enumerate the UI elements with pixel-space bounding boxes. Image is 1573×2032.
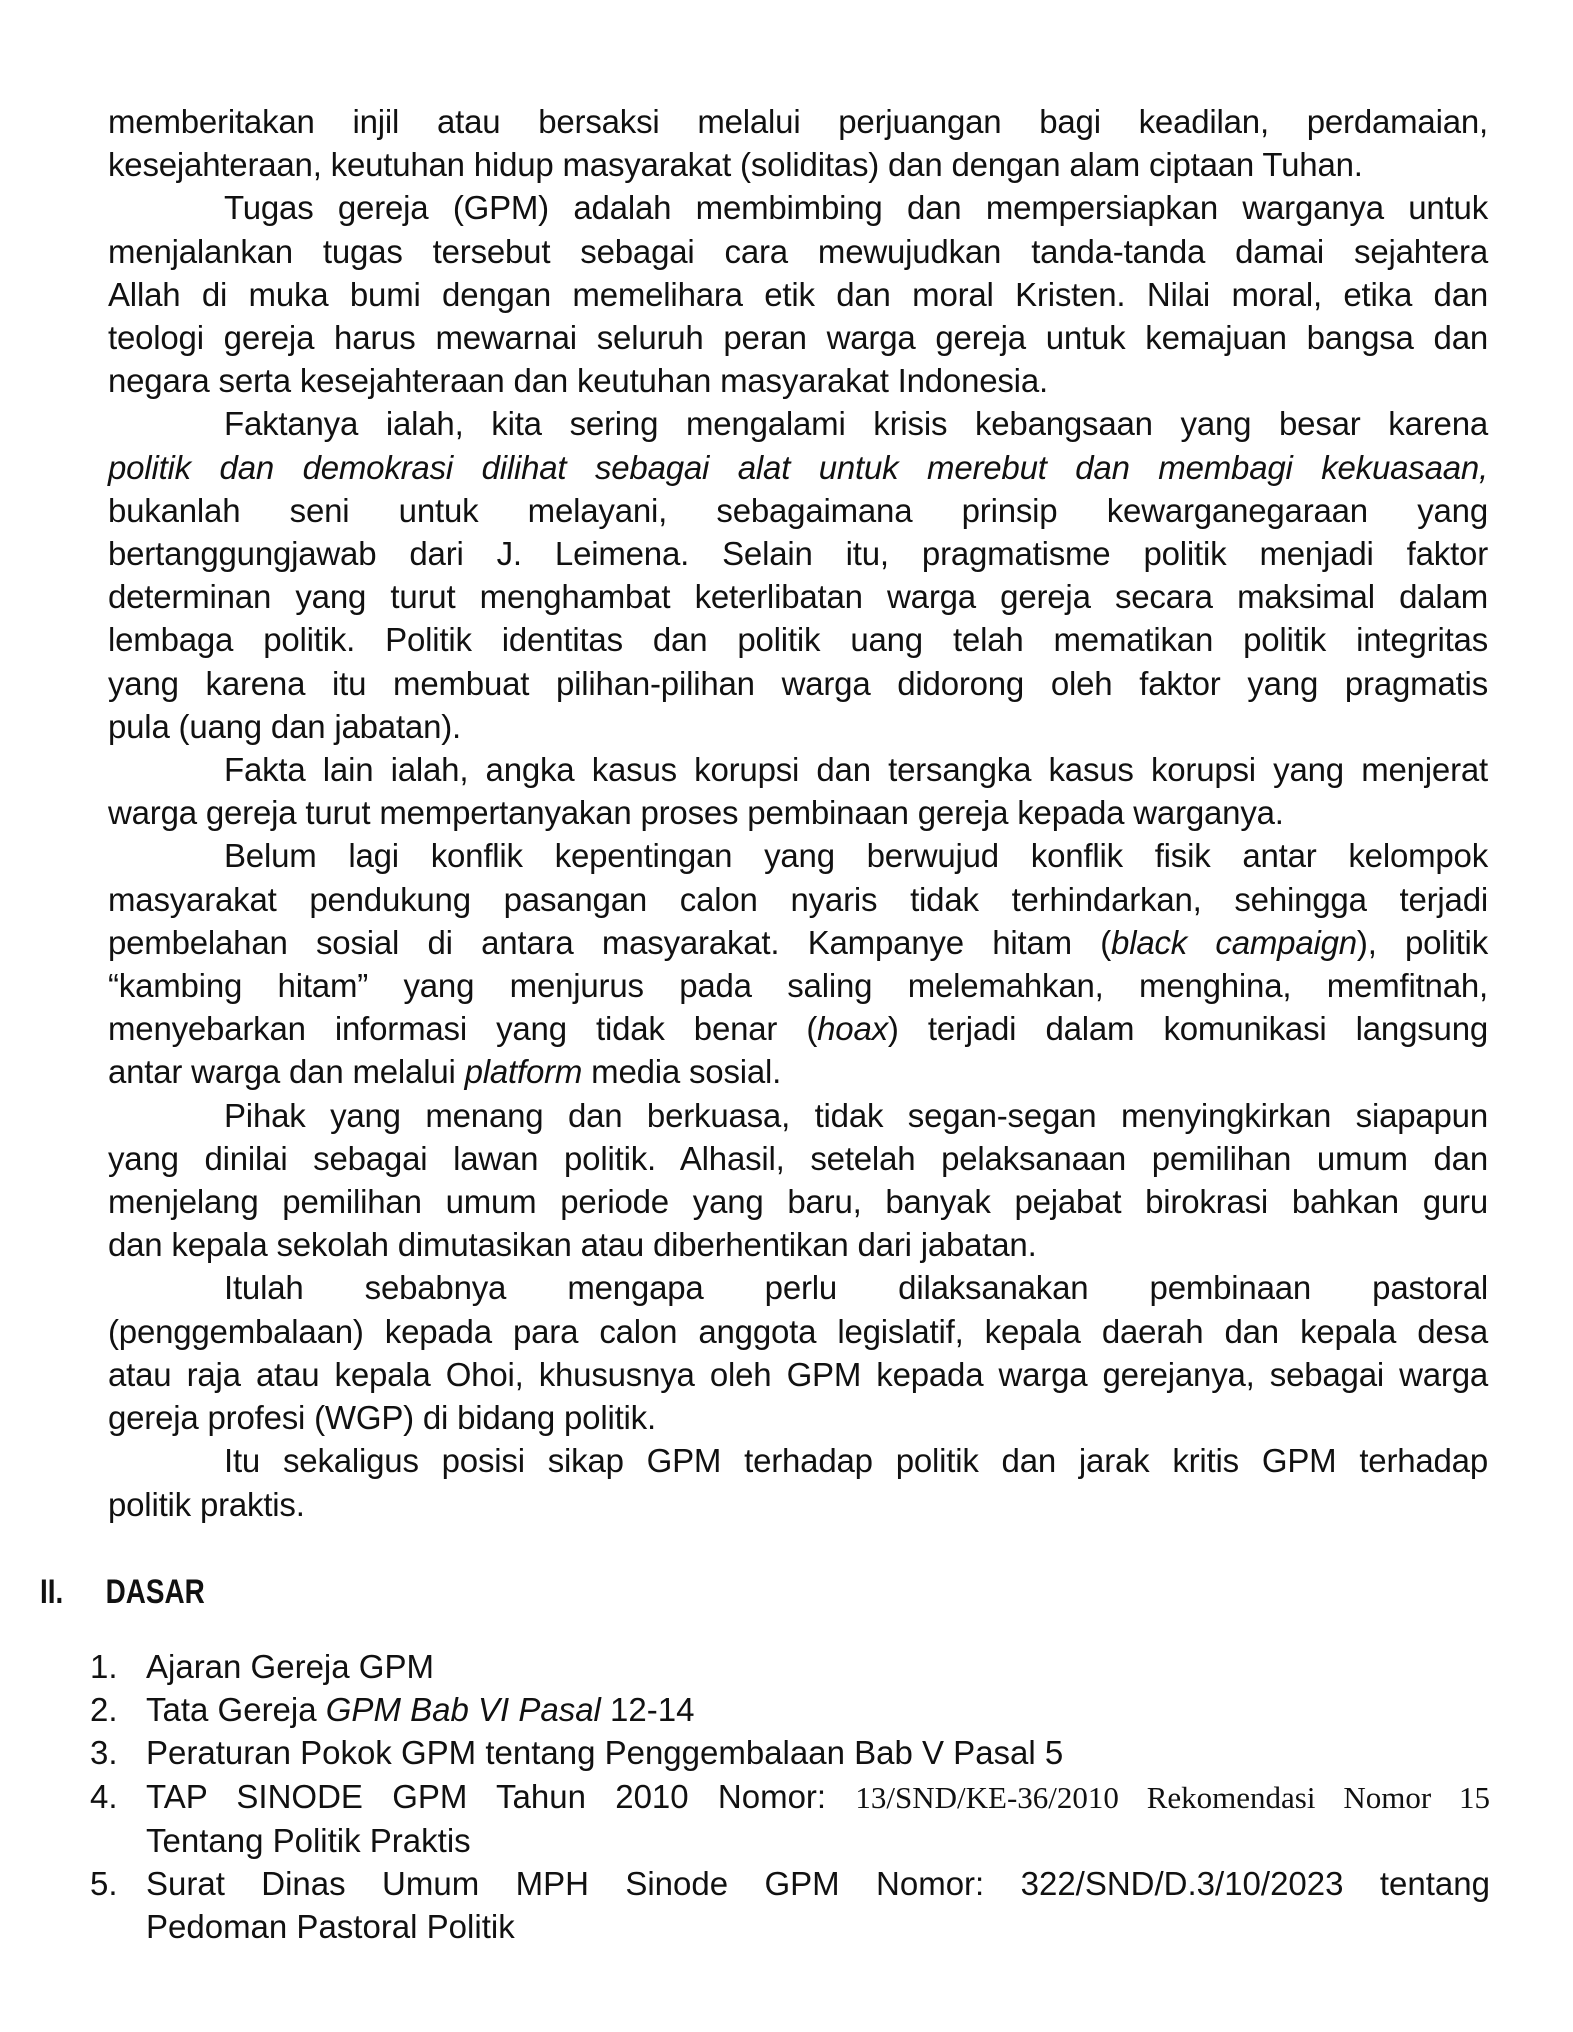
text-part: antar warga dan melalui [108,1053,465,1091]
list-number: 4. [90,1777,118,1815]
text-line: Belum lagi konflik kepentingan yang berwujud konflik fisik antar kelompok [224,837,1488,875]
list-item [90,1645,1490,1688]
text-line: masyarakat pendukung pasangan calon nyaris tidak terhindarkan, sehingga terjadi [108,880,1488,918]
list-text: Pedoman Pastoral Politik [146,1908,515,1946]
italic-term: hoax [817,1010,888,1048]
list-number: 1. [90,1648,118,1685]
text-line: menjalankan tugas tersebut sebagai cara mewujudkan tanda-tanda damai sejahtera [108,232,1488,270]
text-line: menjelang pemilihan umum periode yang baru, banyak pejabat birokrasi bahkan guru [108,1183,1488,1221]
list-text: Tentang Politik Praktis [146,1821,471,1859]
text-line: pula (uang dan jabatan). [108,707,461,745]
list-text-serif: 13/SND/KE-36/2010 Rekomendasi Nomor 15 [855,1779,1490,1815]
list-text-part: 12-14 [600,1691,695,1729]
text-part: pembelahan sosial di antara masyarakat. Kampanye hitam ( [108,923,1112,961]
list-text: Peraturan Pokok GPM tentang Penggembalaan Bab V Pasal 5 [146,1734,1064,1772]
paragraph [108,1094,1488,1267]
text-part: ) terjadi dalam komunikasi langsung [887,1010,1488,1048]
text-line: warga gereja turut mempertanyakan proses pembinaan gereja kepada warganya. [108,794,1284,832]
list-text: Ajaran Gereja GPM [146,1648,434,1685]
list-item [90,1731,1490,1774]
list-text-part: TAP SINODE GPM Tahun 2010 Nomor: [146,1777,856,1815]
list-number: 5. [90,1865,118,1903]
list-item [90,1862,1490,1948]
text-line: bukanlah seni untuk melayani, sebagaimana prinsip kewarganegaraan yang [108,491,1488,529]
text-line: Faktanya ialah, kita sering mengalami krisis kebangsaan yang besar karena [224,405,1488,443]
text-line: negara serta kesejahteraan dan keutuhan masyarakat Indonesia. [108,362,1048,400]
section-heading [40,1573,205,1612]
text-line: lembaga politik. Politik identitas dan politik uang telah mematikan politik integritas [108,621,1488,659]
text-line [108,1050,1488,1093]
italic-term: platform [464,1053,583,1091]
paragraph [108,1266,1488,1439]
text-line: dan kepala sekolah dimutasikan atau diberhentikan dari jabatan. [108,1226,1037,1264]
text-line: atau raja atau kepala Ohoi, khususnya oleh GPM kepada warga gerejanya, sebagai warga [108,1355,1488,1393]
document-body [108,100,1488,1526]
text-line: yang karena itu membuat pilihan-pilihan warga didorong oleh faktor yang pragmatis [108,664,1488,702]
list-item [90,1775,1490,1862]
list-text [146,1775,1490,1819]
paragraph [108,402,1488,748]
text-line: Pihak yang menang dan berkuasa, tidak segan-segan menyingkirkan siapapun [224,1096,1488,1134]
text-line: determinan yang turut menghambat keterlibatan warga gereja secara maksimal dalam [108,578,1488,616]
text-line: Tugas gereja (GPM) adalah membimbing dan mempersiapkan warganya untuk [224,189,1488,227]
list-item [90,1688,1490,1731]
list-text [146,1688,1490,1731]
text-line: Allah di muka bumi dengan memelihara etik dan moral Kristen. Nilai moral, etika dan [108,275,1488,313]
text-line: kesejahteraan, keutuhan hidup masyarakat (soliditas) dan dengan alam ciptaan Tuhan. [108,146,1363,184]
text-part: menyebarkan informasi yang tidak benar ( [108,1010,818,1048]
text-line [108,1007,1488,1050]
section-title: DASAR [105,1573,205,1611]
list-number: 3. [90,1734,118,1772]
italic-text-line: politik dan demokrasi dilihat sebagai alat untuk merebut dan membagi kekuasaan, [108,448,1488,486]
paragraph [108,1439,1488,1525]
list-number: 2. [90,1691,118,1729]
text-line: gereja profesi (WGP) di bidang politik. [108,1399,656,1437]
text-part: ), politik [1356,923,1488,961]
text-line: (penggembalaan) kepada para calon anggota legislatif, kepala daerah dan kepala desa [108,1312,1488,1350]
text-line: bertanggungjawab dari J. Leimena. Selain itu, pragmatisme politik menjadi faktor [108,535,1488,573]
text-line: teologi gereja harus mewarnai seluruh peran warga gereja untuk kemajuan bangsa dan [108,319,1488,357]
text-line: politik praktis. [108,1485,305,1523]
text-line: Itulah sebabnya mengapa perlu dilaksanakan pembinaan pastoral [224,1269,1488,1307]
text-line: memberitakan injil atau bersaksi melalui perjuangan bagi keadilan, perdamaian, [108,103,1488,140]
paragraph [108,100,1488,186]
text-line: Itu sekaligus posisi sikap GPM terhadap politik dan jarak kritis GPM terhadap [224,1442,1488,1480]
paragraph [108,186,1488,402]
text-line: Fakta lain ialah, angka kasus korupsi dan tersangka kasus korupsi yang menjerat [224,751,1488,789]
list-text-italic: GPM Bab VI Pasal [325,1691,601,1729]
list-text: Surat Dinas Umum MPH Sinode GPM Nomor: 322/SND/D.3/10/2023 tentang [146,1865,1490,1903]
text-line: yang dinilai sebagai lawan politik. Alhasil, setelah pelaksanaan pemilihan umum dan [108,1139,1488,1177]
italic-term: black campaign [1111,923,1357,961]
basis-list [90,1645,1490,1948]
paragraph [108,834,1488,1093]
text-line: “kambing hitam” yang menjurus pada saling melemahkan, menghina, memfitnah, [108,967,1488,1005]
paragraph [108,748,1488,834]
section-number: II. [40,1573,64,1611]
text-line [108,921,1488,964]
text-part: media sosial. [582,1053,782,1091]
list-text-part: Tata Gereja [146,1691,326,1729]
